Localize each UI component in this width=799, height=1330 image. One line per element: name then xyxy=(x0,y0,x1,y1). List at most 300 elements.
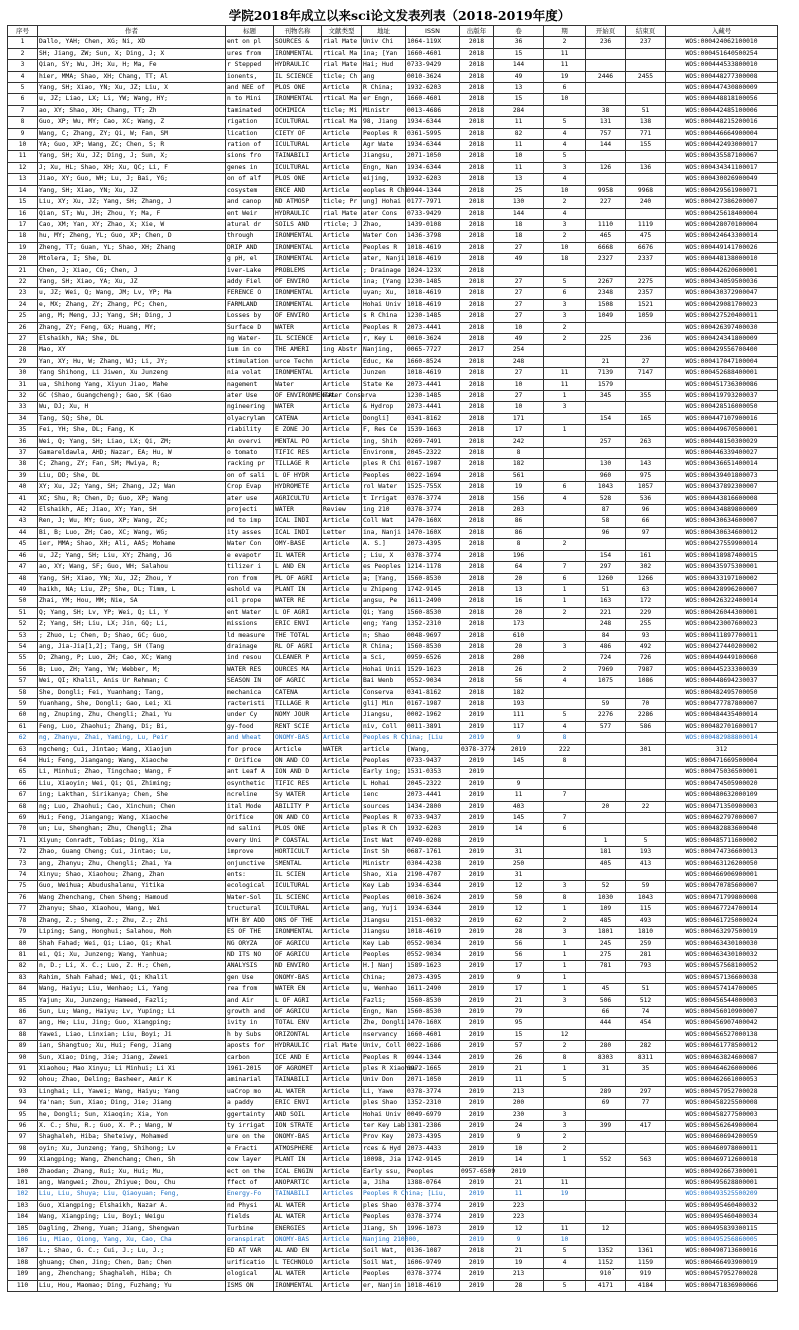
table-cell: rtical Ma xyxy=(322,117,362,128)
table-cell: 2019 xyxy=(494,744,544,755)
table-row xyxy=(8,311,778,322)
table-cell: 1064-119X xyxy=(406,37,460,48)
table-cell: Cao, XM; Yan, XY; Zhao, X; Xie, W xyxy=(38,219,226,230)
table-cell: 2019 xyxy=(460,984,494,995)
table-row xyxy=(8,1041,778,1052)
table-cell: 1352 xyxy=(586,1246,626,1257)
table-cell: 37 xyxy=(8,448,38,459)
table-cell: WOS:000434889800009 xyxy=(666,505,778,516)
table-cell: 0022-1694 xyxy=(406,470,460,481)
table-cell xyxy=(626,1166,666,1177)
table-cell: Peoples R xyxy=(362,322,406,333)
table-cell: 13 xyxy=(8,174,38,185)
table-cell: 2267 xyxy=(586,276,626,287)
table-cell: 70 xyxy=(626,698,666,709)
table-cell: Water Conserva xyxy=(322,391,362,402)
table-cell: Yajun; Xu, Junzeng; Hameed, Fazli; xyxy=(38,995,226,1006)
table-cell: 2019 xyxy=(460,721,494,732)
table-row xyxy=(8,927,778,938)
table-row xyxy=(8,1098,778,1109)
table-cell: 1 xyxy=(544,961,586,972)
table-row xyxy=(8,778,778,789)
table-cell xyxy=(626,767,666,778)
table-cell: 2 xyxy=(544,539,586,550)
table-cell: and Air xyxy=(226,995,274,1006)
table-cell: ENERGIES xyxy=(274,1223,322,1234)
table-cell: 1470-160X xyxy=(406,516,460,527)
table-cell: Article xyxy=(322,83,362,94)
table-cell: u, JZ; Wei, Q; Wang, JM; Lv, YP; Ma xyxy=(38,288,226,299)
table-cell: r Orifice xyxy=(226,756,274,767)
table-cell: Early ssu, xyxy=(362,1166,406,1177)
table-cell xyxy=(586,1132,626,1143)
table-cell: 109 xyxy=(8,1269,38,1280)
table-cell: IRONMENTAL xyxy=(274,288,322,299)
table-cell: ICAL INDI xyxy=(274,527,322,538)
table-cell: 15 xyxy=(8,197,38,208)
table-cell: 8 xyxy=(8,117,38,128)
table-cell xyxy=(626,1212,666,1223)
table-cell: Article xyxy=(322,1178,362,1189)
table-cell: 2019 xyxy=(460,1075,494,1086)
table-cell: 2018 xyxy=(460,356,494,367)
table-cell: 2018 xyxy=(460,527,494,538)
table-cell: Article xyxy=(322,140,362,151)
table-cell: drainage xyxy=(226,641,274,652)
table-cell: 88 xyxy=(8,1029,38,1040)
table-cell: 22 xyxy=(626,801,666,812)
table-cell: Sun, Xiao; Ding, Jie; Jiang, Zewei xyxy=(38,1052,226,1063)
table-cell: An overvi xyxy=(226,436,274,447)
table-cell: Article xyxy=(322,641,362,652)
table-cell: 536 xyxy=(626,493,666,504)
table-cell: ron from xyxy=(226,573,274,584)
table-cell: 222 xyxy=(544,744,586,755)
table-cell: 4 xyxy=(544,1257,586,1268)
table-cell: 3 xyxy=(544,1109,586,1120)
table-cell: 223 xyxy=(494,1212,544,1223)
table-cell xyxy=(544,801,586,812)
table-cell: 12 xyxy=(8,162,38,173)
table-cell: 19 xyxy=(544,1189,586,1200)
table-cell: genes in xyxy=(226,162,274,173)
table-cell: 2018 xyxy=(460,60,494,71)
table-cell: 66 xyxy=(8,778,38,789)
table-cell: WOS:000474736600013 xyxy=(666,847,778,858)
table-cell: Review xyxy=(322,505,362,516)
table-cell: 117 xyxy=(494,721,544,732)
table-cell: 4 xyxy=(544,140,586,151)
table-cell: 2018 xyxy=(460,641,494,652)
table-cell: Xiangping; Wang, Zhenchang; Chen, Sh xyxy=(38,1155,226,1166)
table-cell: Article xyxy=(322,1006,362,1017)
table-cell: 49 xyxy=(494,71,544,82)
table-row xyxy=(8,584,778,595)
table-cell: Zhaodan; Zhang, Rui; Xu, Hui; Mu, xyxy=(38,1166,226,1177)
table-cell xyxy=(586,1075,626,1086)
table-cell: Hui; Feng, Jiangang; Wang, Xiaoche xyxy=(38,813,226,824)
table-cell: 297 xyxy=(626,1086,666,1097)
table-cell: 23 xyxy=(8,288,38,299)
table-cell: 10 xyxy=(544,1235,586,1246)
table-row xyxy=(8,1189,778,1200)
table-cell: IRONMENTAL xyxy=(274,94,322,105)
table-cell: 1152 xyxy=(586,1257,626,1268)
table-cell: FARMLAND xyxy=(226,299,274,310)
table-cell: Article xyxy=(322,756,362,767)
table-cell: TILLAGE R xyxy=(274,459,322,470)
table-cell: Agr Wate xyxy=(362,140,406,151)
table-cell: 9 xyxy=(494,1132,544,1143)
table-cell: u, JZ; Yang, SH; Liu, XY; Zhang, JG xyxy=(38,550,226,561)
table-cell: SMENTAL xyxy=(274,858,322,869)
table-cell: 6676 xyxy=(626,242,666,253)
table-cell: Linghai; Li, Yawei; Wang, Haiyu; Yang xyxy=(38,1086,226,1097)
table-cell: Peoples xyxy=(362,1269,406,1280)
table-cell xyxy=(626,208,666,219)
table-cell: 4171 xyxy=(586,1280,626,1291)
table-cell: WOS:000444533800010 xyxy=(666,60,778,71)
table-row xyxy=(8,835,778,846)
table-cell: 0177-7971 xyxy=(406,197,460,208)
table-cell: ang xyxy=(362,71,406,82)
table-cell: 248 xyxy=(494,356,544,367)
table-cell: 97 xyxy=(626,527,666,538)
table-cell: 1024-123X xyxy=(406,265,460,276)
table-cell xyxy=(544,835,586,846)
table-cell xyxy=(586,756,626,767)
table-cell: 2018 xyxy=(460,436,494,447)
table-row xyxy=(8,1063,778,1074)
table-cell: 83 xyxy=(8,972,38,983)
table-cell: 2019 xyxy=(460,1155,494,1166)
table-cell: 13 xyxy=(494,174,544,185)
table-row xyxy=(8,744,778,755)
table-cell xyxy=(626,972,666,983)
table-cell: FERENCE O xyxy=(226,288,274,299)
table-cell: 0378-3774 xyxy=(406,1269,460,1280)
table-cell xyxy=(544,516,586,527)
table-cell: 155 xyxy=(626,140,666,151)
table-cell: WOS:000447430800009 xyxy=(666,83,778,94)
table-cell: OURCES MA xyxy=(274,664,322,675)
table-cell: HYDROMETE xyxy=(274,482,322,493)
table-cell: Article xyxy=(322,493,362,504)
table-cell: ONOMY-BAS xyxy=(274,1132,322,1143)
table-cell: 259 xyxy=(626,938,666,949)
table-cell: R China; xyxy=(362,641,406,652)
table-cell: WOS:000463430100030 xyxy=(666,938,778,949)
table-cell xyxy=(494,835,544,846)
table-cell: WOS:000462797000007 xyxy=(666,813,778,824)
table-cell: 46 xyxy=(8,550,38,561)
table-cell: Hai; Hud xyxy=(362,60,406,71)
table-cell: Article xyxy=(322,584,362,595)
table-cell: 10 xyxy=(544,185,586,196)
table-cell: 9 xyxy=(494,733,544,744)
table-cell: OF AGRIC xyxy=(274,676,322,687)
table-cell xyxy=(626,687,666,698)
table-cell: stimulation xyxy=(226,356,274,367)
table-row xyxy=(8,151,778,162)
table-cell: oranspirat xyxy=(226,1235,274,1246)
table-cell: 486 xyxy=(586,641,626,652)
table-cell: Article xyxy=(322,1235,362,1246)
table-cell: e, MX; Zhang, ZY; Zhang, PC; Chen, xyxy=(38,299,226,310)
table-cell: 781 xyxy=(586,961,626,972)
table-cell: 87 xyxy=(586,505,626,516)
table-cell xyxy=(626,539,666,550)
table-cell: urificatio xyxy=(226,1257,274,1268)
table-cell: 4 xyxy=(544,174,586,185)
table-cell: Mtolera, I; She, DL xyxy=(38,254,226,265)
table-cell: 2019 xyxy=(494,1166,544,1177)
table-cell: 0167-1987 xyxy=(406,459,460,470)
table-cell: addy Fiel xyxy=(226,276,274,287)
table-cell: 2 xyxy=(544,607,586,618)
table-cell xyxy=(544,527,586,538)
table-cell: 6 xyxy=(8,94,38,105)
table-cell: Hohai Univ xyxy=(362,299,406,310)
table-cell: 1 xyxy=(544,596,586,607)
table-cell: 1508 xyxy=(586,299,626,310)
table-cell: 2019 xyxy=(460,961,494,972)
table-cell: ND ITS NO xyxy=(226,949,274,960)
table-row xyxy=(8,128,778,139)
table-cell: WOS:000482701600017 xyxy=(666,721,778,732)
table-cell: 163 xyxy=(586,596,626,607)
table-cell: rticle; J xyxy=(322,219,362,230)
table-cell xyxy=(626,824,666,835)
table-cell: Zhe, Dongli xyxy=(362,1018,406,1029)
table-cell: 45 xyxy=(8,539,38,550)
table-cell: WOS:000463824600087 xyxy=(666,1052,778,1063)
table-cell: Fazli; xyxy=(362,995,406,1006)
table-cell: ONOMY-BAS xyxy=(274,733,322,744)
table-row xyxy=(8,687,778,698)
table-cell: 2286 xyxy=(626,710,666,721)
table-cell: ICULTURAL xyxy=(274,904,322,915)
table-cell: 2073-4433 xyxy=(406,1143,460,1154)
table-cell xyxy=(626,402,666,413)
table-cell: 221 xyxy=(586,607,626,618)
table-cell: 2019 xyxy=(460,1029,494,1040)
page-end-mark: . xyxy=(612,1263,615,1272)
table-cell: 58 xyxy=(8,687,38,698)
table-cell: 0341-8162 xyxy=(406,413,460,424)
table-cell: 1996-1073 xyxy=(406,1223,460,1234)
table-cell: 27 xyxy=(494,242,544,253)
table-cell: 38 xyxy=(8,459,38,470)
table-cell: 1 xyxy=(544,984,586,995)
table-cell: 2073-4441 xyxy=(406,402,460,413)
table-row xyxy=(8,299,778,310)
table-cell: Article xyxy=(322,892,362,903)
table-cell: CATENA xyxy=(274,687,322,698)
table-cell: Article xyxy=(322,915,362,926)
table-cell: ng, Znuping, Zhu, Chengli; Zhai, Yu xyxy=(38,710,226,721)
table-row xyxy=(8,1257,778,1268)
table-cell: 0687-1761 xyxy=(406,847,460,858)
table-cell: 27 xyxy=(494,299,544,310)
table-cell: 107 xyxy=(8,1246,38,1257)
table-cell: 2151-0032 xyxy=(406,915,460,926)
table-cell: 48 xyxy=(8,573,38,584)
table-cell: 1266 xyxy=(626,573,666,584)
table-cell: 2019 xyxy=(460,1235,494,1246)
header-cell: 文献类型 xyxy=(322,26,362,37)
table-cell: 2019 xyxy=(460,1143,494,1154)
table-cell xyxy=(626,1075,666,1086)
table-row xyxy=(8,619,778,630)
table-cell: 1 xyxy=(544,425,586,436)
table-cell: C; Zhang, ZY; Fan, SM; Mwiya, R; xyxy=(38,459,226,470)
table-cell: 10 xyxy=(494,379,544,390)
table-cell: ng; Luo, Zhaohui; Cao, Xinchun; Chen xyxy=(38,801,226,812)
table-cell: 74 xyxy=(8,870,38,881)
table-cell: rtical Ma xyxy=(322,48,362,59)
table-cell: 145 xyxy=(494,756,544,767)
table-cell: NG ORYZA xyxy=(226,938,274,949)
table-cell: 55 xyxy=(8,653,38,664)
table-cell: 172 xyxy=(626,596,666,607)
table-cell: Ministr xyxy=(362,105,406,116)
table-cell xyxy=(626,425,666,436)
table-cell: 236 xyxy=(586,37,626,48)
table-cell: IRONMENTAL xyxy=(274,1280,322,1291)
table-cell: h by Subs xyxy=(226,1029,274,1040)
table-row xyxy=(8,1166,778,1177)
table-cell: 95 xyxy=(494,1018,544,1029)
table-cell: OMY-BASE xyxy=(274,539,322,550)
table-cell: IL SCIENC xyxy=(274,892,322,903)
table-row xyxy=(8,231,778,242)
table-cell: 245 xyxy=(586,938,626,949)
table-cell: 36 xyxy=(494,37,544,48)
table-cell: WOS:000457414700005 xyxy=(666,984,778,995)
table-cell: OF ENVIRO xyxy=(274,311,322,322)
table-cell: WOS:000442493000017 xyxy=(666,140,778,151)
table-cell: 93 xyxy=(8,1086,38,1097)
table-cell xyxy=(626,379,666,390)
table-cell: WOS:000495460400034 xyxy=(666,1212,778,1223)
table-cell: 58 xyxy=(586,516,626,527)
table-cell: projecti xyxy=(226,505,274,516)
table-cell: 31 xyxy=(494,847,544,858)
table-cell: 2276 xyxy=(586,710,626,721)
table-row xyxy=(8,607,778,618)
table-cell xyxy=(626,94,666,105)
table-cell: Shaghaleh, Hiba; Sheteiwy, Mohamed xyxy=(38,1132,226,1143)
table-cell: 11 xyxy=(544,368,586,379)
table-cell: Article xyxy=(322,664,362,675)
table-cell: Article xyxy=(322,721,362,732)
table-cell: rces & Hyd xyxy=(362,1143,406,1154)
table-cell: ei, Qi; Xu, Junzeng; Wang, Yanhua; xyxy=(38,949,226,960)
table-cell xyxy=(586,539,626,550)
table-cell: 301 xyxy=(626,744,666,755)
table-cell: 59 xyxy=(8,698,38,709)
table-cell: 2018 xyxy=(460,664,494,675)
table-cell: Nanjing, xyxy=(362,345,406,356)
table-cell: ON AND CO xyxy=(274,813,322,824)
table-cell: Article xyxy=(322,299,362,310)
table-cell: 506 xyxy=(586,995,626,1006)
table-cell: Guo, XP; Wu, MY; Cao, XC; Wang, Z xyxy=(38,117,226,128)
table-cell: Mao, XY xyxy=(38,345,226,356)
table-cell: on of alf xyxy=(226,174,274,185)
table-row xyxy=(8,824,778,835)
table-cell: SOURCES & xyxy=(274,37,322,48)
table-cell: 454 xyxy=(626,1018,666,1029)
table-cell: 1018-4619 xyxy=(406,1280,460,1291)
table-cell: WOS:000436651400014 xyxy=(666,459,778,470)
table-cell: WOS:000474505900020 xyxy=(666,778,778,789)
table-cell: Jiang, Sh xyxy=(362,1223,406,1234)
table-cell: 0022-1686 xyxy=(406,1041,460,1052)
table-cell: 2455 xyxy=(626,71,666,82)
table-cell: 14 xyxy=(8,185,38,196)
table-cell: 2019 xyxy=(460,1269,494,1280)
table-cell: L Hohai xyxy=(362,778,406,789)
table-cell: 2018 xyxy=(460,516,494,527)
table-cell: Article xyxy=(274,744,322,755)
table-cell: 1932-6203 xyxy=(406,83,460,94)
table-cell: Peoples R xyxy=(362,1052,406,1063)
table-cell: 82 xyxy=(494,128,544,139)
table-cell: a paddy xyxy=(226,1098,274,1109)
table-cell xyxy=(586,1143,626,1154)
table-cell: 4 xyxy=(544,493,586,504)
table-cell: 2018 xyxy=(460,48,494,59)
table-cell: 2 xyxy=(544,231,586,242)
table-cell: 1560-8530 xyxy=(406,607,460,618)
table-cell: 2018 xyxy=(460,550,494,561)
table-cell: Article xyxy=(322,1269,362,1280)
table-cell: WOS:000442485100006 xyxy=(666,105,778,116)
table-cell: CLEANER P xyxy=(274,653,322,664)
table-cell: Hohai Univ xyxy=(362,1109,406,1120)
table-cell: ghuang; Chen, Jing; Chen, Dan; Chen xyxy=(38,1257,226,1268)
table-cell: 7 xyxy=(544,562,586,573)
table-cell xyxy=(494,265,544,276)
table-cell: ticle; Pr xyxy=(322,197,362,208)
table-cell: Article xyxy=(322,767,362,778)
table-cell: 52 xyxy=(8,619,38,630)
table-cell: WOS:000447107900016 xyxy=(666,413,778,424)
table-cell: 13 xyxy=(494,83,544,94)
table-cell: MENTAL PO xyxy=(274,436,322,447)
table-cell: Li, Minhui; Zhao, Tingchao; Wang, F xyxy=(38,767,226,778)
table-cell: 5 xyxy=(544,276,586,287)
table-cell: NOMY JOUR xyxy=(274,710,322,721)
table-cell: 2019 xyxy=(460,733,494,744)
table-cell: Article xyxy=(322,402,362,413)
table-cell: ples R Xiaohou xyxy=(362,1063,406,1074)
table-cell: Article xyxy=(322,448,362,459)
table-row xyxy=(8,938,778,949)
table-cell: ATMOSPHERE xyxy=(274,1143,322,1154)
table-cell xyxy=(626,1143,666,1154)
table-cell: She, Dongli; Fei, Yuanhang; Tang, xyxy=(38,687,226,698)
table-cell: Q; Yang, SH; Lv, YP; Wei, Q; Li, Y xyxy=(38,607,226,618)
table-cell: 2018 xyxy=(460,687,494,698)
table-cell: 12 xyxy=(544,1029,586,1040)
table-cell: IRONMENTAL xyxy=(274,368,322,379)
table-cell: 2018 xyxy=(460,299,494,310)
table-cell: ; Liu, X xyxy=(362,550,406,561)
table-cell: 289 xyxy=(586,1086,626,1097)
